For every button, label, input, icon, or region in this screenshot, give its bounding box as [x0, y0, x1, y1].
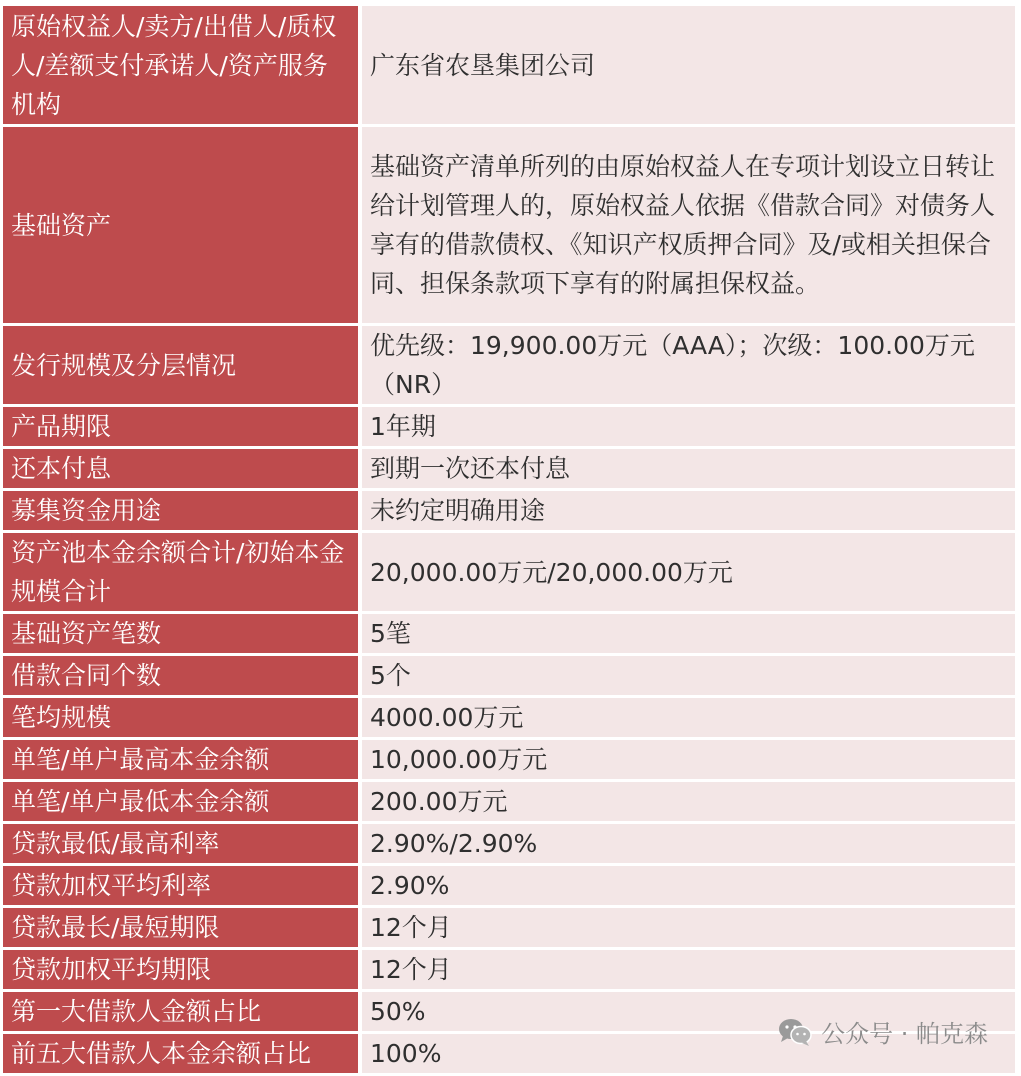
- row-label: 前五大借款人本金余额占比: [3, 1034, 362, 1073]
- row-label: 第一大借款人金额占比: [3, 992, 362, 1031]
- row-label: 贷款最低/最高利率: [3, 824, 362, 863]
- row-label: 贷款加权平均利率: [3, 866, 362, 905]
- table-row: [3, 491, 1015, 530]
- table-row: [3, 698, 1015, 737]
- row-label: 单笔/单户最低本金余额: [3, 782, 362, 821]
- watermark-text: 公众号 · 帕克森: [821, 1020, 988, 1048]
- row-label: 资产池本金余额合计/初始本金规模合计: [3, 533, 362, 611]
- row-value: 12个月: [362, 908, 1015, 947]
- table-row: [3, 824, 1015, 863]
- row-label: 贷款加权平均期限: [3, 950, 362, 989]
- table-row: [3, 127, 1015, 323]
- row-value: 5个: [362, 656, 1015, 695]
- table-row: [3, 782, 1015, 821]
- row-label: 借款合同个数: [3, 656, 362, 695]
- row-value: 50%: [362, 992, 1015, 1031]
- row-value: 5笔: [362, 614, 1015, 653]
- row-value: 2.90%: [362, 866, 1015, 905]
- table-row: [3, 326, 1015, 404]
- table-row: [3, 908, 1015, 947]
- table-row: [3, 866, 1015, 905]
- table-row: [3, 533, 1015, 611]
- row-label: 募集资金用途: [3, 491, 362, 530]
- row-label: 贷款最长/最短期限: [3, 908, 362, 947]
- table-row: [3, 950, 1015, 989]
- row-value: 12个月: [362, 950, 1015, 989]
- row-label: 产品期限: [3, 407, 362, 446]
- info-table-container: [3, 3, 1015, 1076]
- product-info-table: [3, 3, 1015, 1076]
- row-value: 优先级：19,900.00万元（AAA）；次级：100.00万元（NR）: [362, 326, 1015, 404]
- row-value: 基础资产清单所列的由原始权益人在专项计划设立日转让给计划管理人的，原始权益人依据《借款合同》对债务人享有的借款债权、《知识产权质押合同》及/或相关担保合同、担保条款项下享有的附属担保权益。: [362, 127, 1015, 323]
- row-value: 2.90%/2.90%: [362, 824, 1015, 863]
- row-label: 原始权益人/卖方/出借人/质权人/差额支付承诺人/资产服务机构: [3, 6, 362, 124]
- row-value: 未约定明确用途: [362, 491, 1015, 530]
- row-value: 1年期: [362, 407, 1015, 446]
- row-value: 广东省农垦集团公司: [362, 6, 1015, 124]
- table-row: [3, 449, 1015, 488]
- row-value: 20,000.00万元/20,000.00万元: [362, 533, 1015, 611]
- table-row: [3, 656, 1015, 695]
- row-label: 基础资产笔数: [3, 614, 362, 653]
- table-row: [3, 407, 1015, 446]
- account-watermark: [777, 1014, 988, 1049]
- table-row: [3, 6, 1015, 124]
- row-value: 4000.00万元: [362, 698, 1015, 737]
- row-value: 200.00万元: [362, 782, 1015, 821]
- row-label: 笔均规模: [3, 698, 362, 737]
- table-row: [3, 740, 1015, 779]
- row-label: 单笔/单户最高本金余额: [3, 740, 362, 779]
- row-value: 10,000.00万元: [362, 740, 1015, 779]
- row-value: 100%: [362, 1034, 1015, 1073]
- table-row: [3, 614, 1015, 653]
- wechat-icon: [777, 1017, 813, 1047]
- row-label: 还本付息: [3, 449, 362, 488]
- row-label: 基础资产: [3, 127, 362, 323]
- row-value: 到期一次还本付息: [362, 449, 1015, 488]
- row-label: 发行规模及分层情况: [3, 326, 362, 404]
